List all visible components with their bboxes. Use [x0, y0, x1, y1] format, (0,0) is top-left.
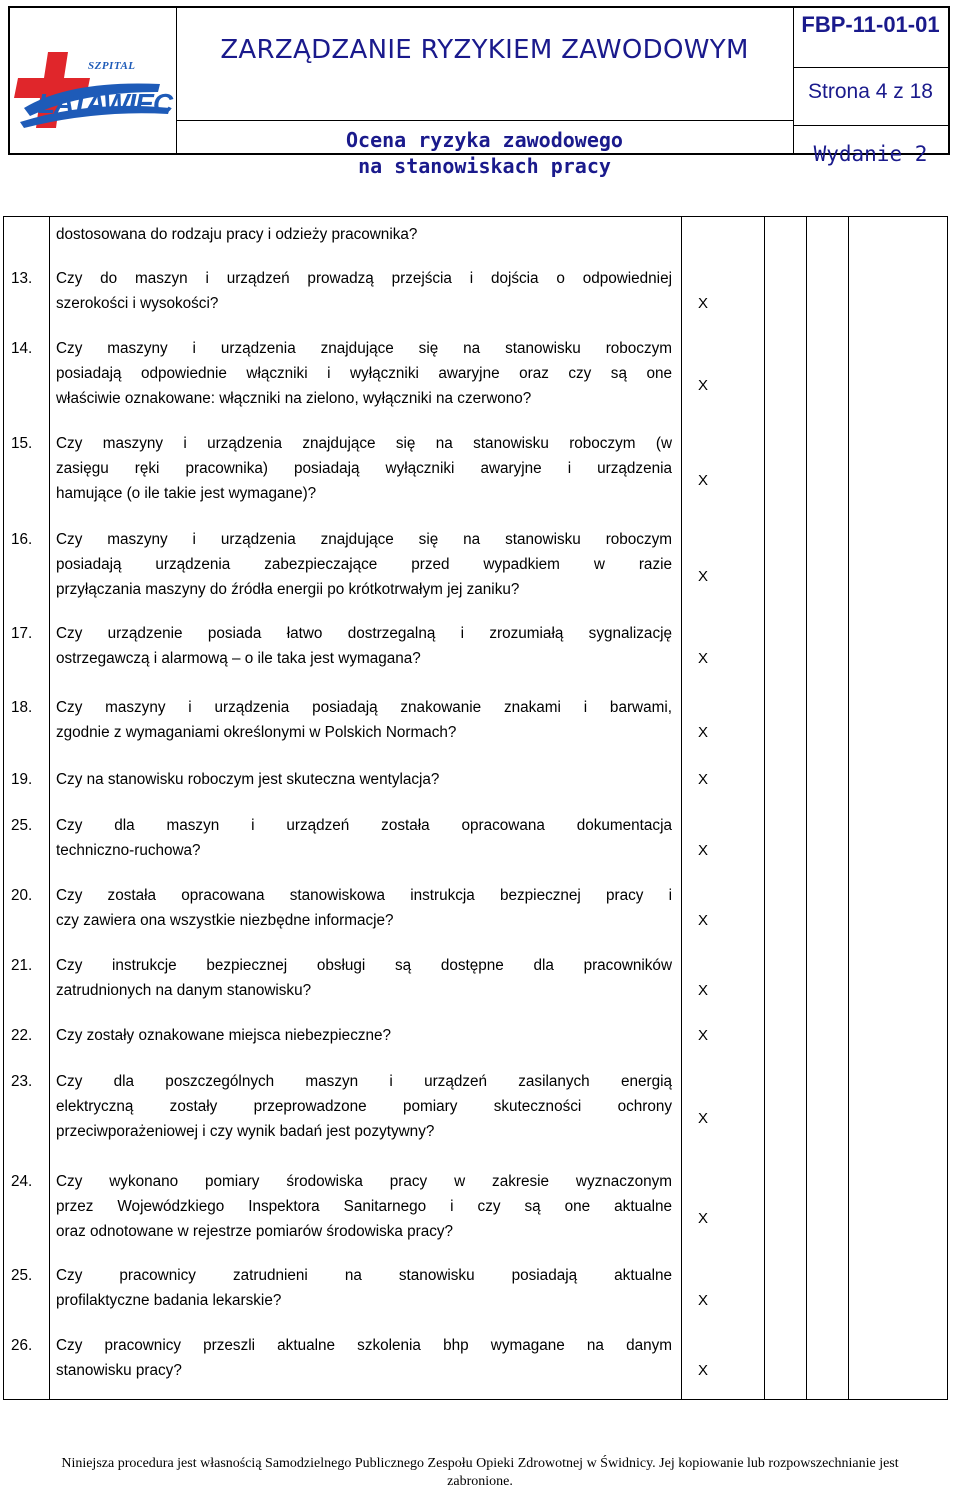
answer-mark: X — [697, 982, 708, 999]
question-text-line: czy zawiera ona wszystkie niezbędne informacje? — [56, 912, 394, 929]
question-text-line: właściwie oznakowane: włączniki na zielono, wyłączniki na czerwono? — [56, 390, 532, 407]
question-text-line: Czy dla poszczególnych maszyn i urządzeń zasilanych energią — [56, 1073, 672, 1090]
question-number: 13. — [11, 270, 33, 287]
header-divider — [793, 125, 948, 126]
answer-mark: X — [697, 472, 708, 489]
question-text-line: profilaktyczne badania lekarskie? — [56, 1292, 282, 1309]
answer-mark: X — [697, 1362, 708, 1379]
question-text-line: Czy zostały oznakowane miejsca niebezpieczne? — [56, 1027, 392, 1044]
question-number: 17. — [11, 625, 33, 642]
question-text-line: Czy dla maszyn i urządzeń została opracowana dokumentacja — [56, 817, 672, 834]
document-title: ZARZĄDZANIE RYZYKIEM ZAWODOWYM — [220, 35, 749, 65]
question-text-line: zasięgu ręki pracownika) posiadają wyłączniki awaryjne i urządzenia — [56, 460, 672, 477]
question-text-line: Czy pracownicy przeszli aktualne szkolenia bhp wymagane na danym — [56, 1337, 672, 1354]
question-text-line: przez Wojewódzkiego Inspektora Sanitarnego i czy są one aktualne — [56, 1198, 672, 1215]
question-text-line: techniczno-ruchowa? — [56, 842, 201, 859]
question-number: 16. — [11, 531, 33, 548]
question-number: 24. — [11, 1173, 33, 1190]
hospital-logo — [10, 50, 175, 135]
question-number: 19. — [11, 771, 33, 788]
question-text-line: zatrudnionych na danym stanowisku? — [56, 982, 312, 999]
question-text-line: Czy maszyny i urządzenia znajdujące się na stanowisku roboczym (w — [56, 435, 672, 452]
answer-mark: X — [697, 377, 708, 394]
column-divider — [764, 217, 765, 1399]
footer-line: Niniejsza procedura jest własnością Samodzielnego Publicznego Zespołu Opieki Zdrowotnej w Świdnicy. Jej kopiowanie lub rozpowszechnianie jest — [61, 1456, 899, 1471]
column-divider — [806, 217, 807, 1399]
question-number: 26. — [11, 1337, 33, 1354]
question-text-line: Czy maszyny i urządzenia znajdujące się na stanowisku roboczym — [56, 531, 672, 548]
edition-label: Wydanie 2 — [813, 142, 928, 166]
subtitle-line: na stanowiskach pracy — [358, 154, 611, 178]
answer-mark: X — [697, 1027, 708, 1044]
question-number: 14. — [11, 340, 33, 357]
question-text-line: Czy do maszyn i urządzeń prowadzą przejścia i dojścia o odpowiedniej — [56, 270, 672, 287]
question-text-line: przeciwporażeniowej i czy wynik badań jest pozytywny? — [56, 1123, 435, 1140]
answer-mark: X — [697, 771, 708, 788]
question-text-line: zgodnie z wymaganiami określonymi w Polskich Normach? — [56, 724, 457, 741]
question-text-line: Czy pracownicy zatrudnieni na stanowisku posiadają aktualne — [56, 1267, 672, 1284]
header-divider — [793, 67, 948, 68]
document-subtitle — [176, 127, 793, 179]
question-text-line: stanowisku pracy? — [56, 1362, 182, 1379]
answer-mark: X — [697, 295, 708, 312]
question-number: 22. — [11, 1027, 33, 1044]
question-number: 18. — [11, 699, 33, 716]
question-text-line: dostosowana do rodzaju pracy i odzieży pracownika? — [56, 226, 418, 243]
answer-mark: X — [697, 1292, 708, 1309]
question-text-line: elektryczną zostały przeprowadzone pomiary skuteczności ochrony — [56, 1098, 672, 1115]
logo-text-main: LATAWIEC — [38, 88, 173, 119]
question-text-line: Czy urządzenie posiada łatwo dostrzegalną i zrozumiałą sygnalizację — [56, 625, 672, 642]
footer-note — [0, 1455, 960, 1491]
question-text-line: szerokości i wysokości? — [56, 295, 219, 312]
question-number: 25. — [11, 1267, 33, 1284]
question-number: 15. — [11, 435, 33, 452]
answer-mark: X — [697, 912, 708, 929]
question-text-line: ostrzegawczą i alarmową – o ile taka jest wymagana? — [56, 650, 421, 667]
question-text-line: oraz odnotowane w rejestrze pomiarów środowiska pracy? — [56, 1223, 454, 1240]
column-divider — [848, 217, 849, 1399]
question-number: 20. — [11, 887, 33, 904]
column-divider — [49, 217, 50, 1399]
answer-mark: X — [697, 1210, 708, 1227]
answer-mark: X — [697, 650, 708, 667]
checklist-table — [3, 216, 948, 1400]
page-number: Strona 4 z 18 — [808, 80, 933, 103]
question-text-line: Czy maszyny i urządzenia posiadają znakowanie znakami i barwami, — [56, 699, 672, 716]
question-text-line: posiadają urządzenia zabezpieczające przed wypadkiem w razie — [56, 556, 672, 573]
document-code: FBP-11-01-01 — [801, 12, 940, 37]
logo-text-small: SZPITAL — [88, 60, 136, 72]
answer-mark: X — [697, 842, 708, 859]
question-number: 21. — [11, 957, 33, 974]
column-divider — [681, 217, 682, 1399]
question-text-line: Czy wykonano pomiary środowiska pracy w zakresie wyznaczonym — [56, 1173, 672, 1190]
question-text-line: Czy została opracowana stanowiskowa instrukcja bezpiecznej pracy i — [56, 887, 672, 904]
question-text-line: Czy na stanowisku roboczym jest skuteczna wentylacja? — [56, 771, 440, 788]
answer-mark: X — [697, 1110, 708, 1127]
question-text-line: przyłączania maszyny do źródła energii po krótkotrwałym jej zaniku? — [56, 581, 520, 598]
header-divider — [176, 120, 793, 121]
footer-line: zabronione. — [447, 1474, 513, 1489]
question-text-line: Czy maszyny i urządzenia znajdujące się na stanowisku roboczym — [56, 340, 672, 357]
subtitle-line: Ocena ryzyka zawodowego — [346, 128, 623, 152]
question-text-line: hamujące (o ile takie jest wymagane)? — [56, 485, 317, 502]
question-number: 25. — [11, 817, 33, 834]
question-number: 23. — [11, 1073, 33, 1090]
question-text-line: Czy instrukcje bezpiecznej obsługi są dostępne dla pracowników — [56, 957, 672, 974]
question-text-line: posiadają odpowiednie włączniki i wyłączniki awaryjne oraz czy są one — [56, 365, 672, 382]
answer-mark: X — [697, 568, 708, 585]
answer-mark: X — [697, 724, 708, 741]
